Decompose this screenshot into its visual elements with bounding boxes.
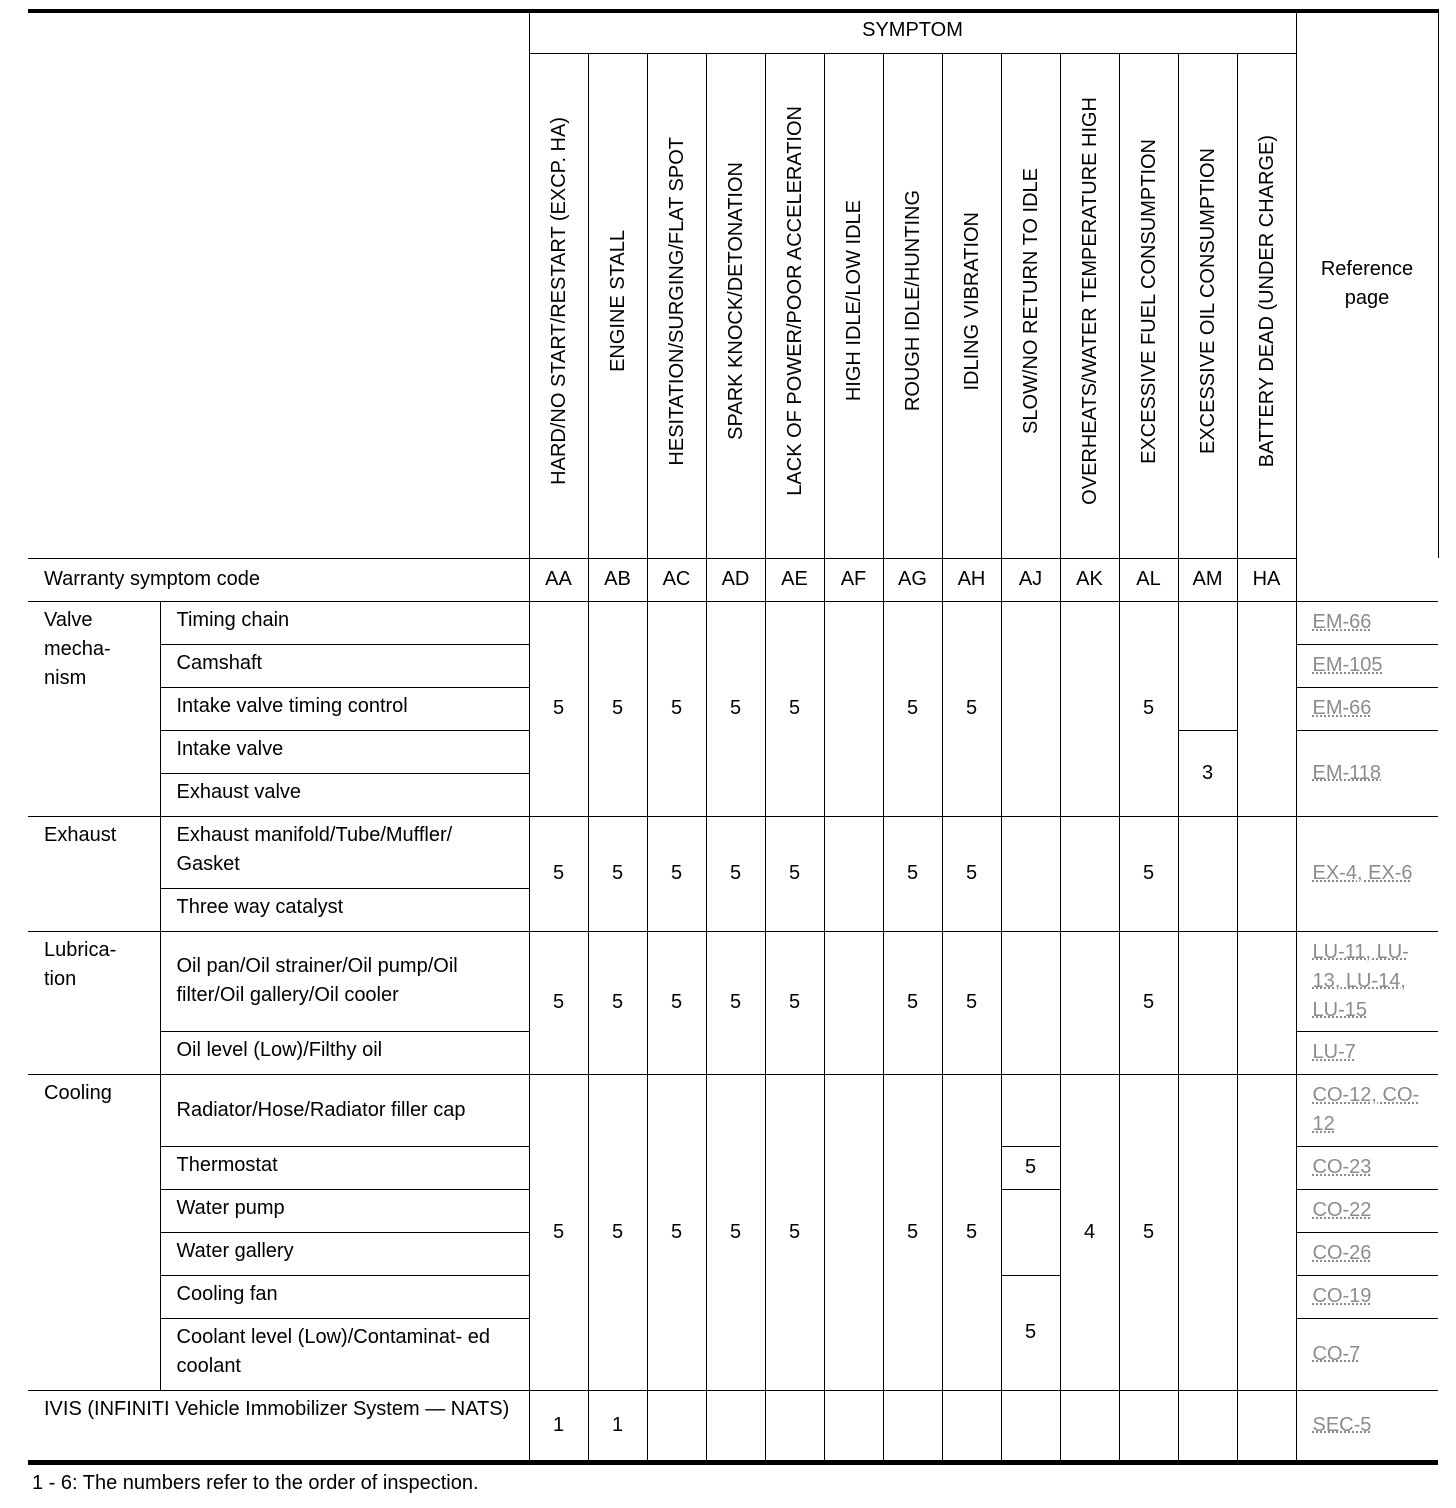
value-exhaust-al: 5 xyxy=(1119,816,1178,931)
value-valve-ak xyxy=(1060,601,1119,816)
item-oil-level: Oil level (Low)/Filthy oil xyxy=(160,1031,529,1074)
value-lube-ad: 5 xyxy=(706,931,765,1074)
value-cool-aj-thermostat: 5 xyxy=(1001,1146,1060,1189)
item-exhaust-valve: Exhaust valve xyxy=(160,773,529,816)
value-lube-ab: 5 xyxy=(588,931,647,1074)
reference-header-blank xyxy=(1296,558,1438,601)
value-lube-ha xyxy=(1237,931,1296,1074)
code-ab: AB xyxy=(588,558,647,601)
value-ivis-ah xyxy=(942,1390,1001,1460)
symptom-header-af: HIGH IDLE/LOW IDLE xyxy=(824,53,883,558)
value-lube-am xyxy=(1178,931,1237,1074)
value-valve-af xyxy=(824,601,883,816)
item-three-way-catalyst: Three way catalyst xyxy=(160,888,529,931)
value-valve-am: 3 xyxy=(1178,730,1237,816)
item-coolant-level: Coolant level (Low)/Contaminat- ed coolant xyxy=(160,1318,529,1390)
value-cool-ha xyxy=(1237,1074,1296,1390)
value-ivis-ac xyxy=(647,1390,706,1460)
value-cool-ab: 5 xyxy=(588,1074,647,1390)
value-ivis-al xyxy=(1119,1390,1178,1460)
item-oil-pan: Oil pan/Oil strainer/Oil pump/Oil filter/Oil gallery/Oil cooler xyxy=(160,931,529,1031)
value-ivis-aa: 1 xyxy=(529,1390,588,1460)
code-af: AF xyxy=(824,558,883,601)
code-ak: AK xyxy=(1060,558,1119,601)
value-cool-af xyxy=(824,1074,883,1390)
value-exhaust-ah: 5 xyxy=(942,816,1001,931)
group-label-exhaust: Exhaust xyxy=(28,816,160,931)
footnote: 1 - 6: The numbers refer to the order of inspection. xyxy=(32,1472,479,1494)
item-cooling-fan: Cooling fan xyxy=(160,1275,529,1318)
ref-coolant-level[interactable]: CO-7 xyxy=(1296,1318,1438,1390)
group-label-lubrication: Lubrica- tion xyxy=(28,931,160,1074)
symptom-table xyxy=(28,9,1439,1461)
code-am: AM xyxy=(1178,558,1237,601)
symptom-header-ae: LACK OF POWER/POOR ACCELERATION xyxy=(765,53,824,558)
code-ah: AH xyxy=(942,558,1001,601)
value-lube-ac: 5 xyxy=(647,931,706,1074)
item-thermostat: Thermostat xyxy=(160,1146,529,1189)
value-exhaust-aa: 5 xyxy=(529,816,588,931)
code-aa: AA xyxy=(529,558,588,601)
value-ivis-ad xyxy=(706,1390,765,1460)
ref-oil-system[interactable]: LU-11, LU- 13, LU-14, LU-15 xyxy=(1296,931,1438,1031)
symptom-header-ak: OVERHEATS/WATER TEMPERATURE HIGH xyxy=(1060,53,1119,558)
value-lube-ae: 5 xyxy=(765,931,824,1074)
value-ivis-aj xyxy=(1001,1390,1060,1460)
symptom-header-am: EXCESSIVE OIL CONSUMPTION xyxy=(1178,53,1237,558)
value-cool-ag: 5 xyxy=(883,1074,942,1390)
code-al: AL xyxy=(1119,558,1178,601)
ref-oil-level[interactable]: LU-7 xyxy=(1296,1031,1438,1074)
item-intake-valve: Intake valve xyxy=(160,730,529,773)
value-cool-aj-pump xyxy=(1001,1189,1060,1275)
value-exhaust-ag: 5 xyxy=(883,816,942,931)
value-ivis-ag xyxy=(883,1390,942,1460)
item-water-pump: Water pump xyxy=(160,1189,529,1232)
value-lube-aj xyxy=(1001,931,1060,1074)
code-aj: AJ xyxy=(1001,558,1060,601)
value-lube-aa: 5 xyxy=(529,931,588,1074)
item-exhaust-manifold: Exhaust manifold/Tube/Muffler/ Gasket xyxy=(160,816,529,888)
symptom-header-aj: SLOW/NO RETURN TO IDLE xyxy=(1001,53,1060,558)
ref-camshaft[interactable]: EM-105 xyxy=(1296,644,1438,687)
value-ivis-am xyxy=(1178,1390,1237,1460)
value-lube-ak xyxy=(1060,931,1119,1074)
value-cool-ad: 5 xyxy=(706,1074,765,1390)
value-valve-al: 5 xyxy=(1119,601,1178,816)
value-cool-aj-fan: 5 xyxy=(1001,1275,1060,1390)
value-exhaust-af xyxy=(824,816,883,931)
value-ivis-ak xyxy=(1060,1390,1119,1460)
value-valve-am-top xyxy=(1178,601,1237,730)
value-cool-ac: 5 xyxy=(647,1074,706,1390)
symptom-title: SYMPTOM xyxy=(529,9,1296,53)
item-radiator: Radiator/Hose/Radiator filler cap xyxy=(160,1074,529,1146)
group-label-valve: Valve mecha- nism xyxy=(28,601,160,816)
group-label-cooling: Cooling xyxy=(28,1074,160,1390)
value-exhaust-ac: 5 xyxy=(647,816,706,931)
value-valve-ah: 5 xyxy=(942,601,1001,816)
warranty-code-label: Warranty symptom code xyxy=(28,558,529,601)
value-valve-aa: 5 xyxy=(529,601,588,816)
item-intake-valve-timing-control: Intake valve timing control xyxy=(160,687,529,730)
symptom-header-ad: SPARK KNOCK/DETONATION xyxy=(706,53,765,558)
value-valve-aj xyxy=(1001,601,1060,816)
value-cool-aa: 5 xyxy=(529,1074,588,1390)
value-exhaust-ab: 5 xyxy=(588,816,647,931)
value-ivis-ha xyxy=(1237,1390,1296,1460)
ref-thermostat[interactable]: CO-23 xyxy=(1296,1146,1438,1189)
code-ae: AE xyxy=(765,558,824,601)
code-ha: HA xyxy=(1237,558,1296,601)
ref-cooling-fan[interactable]: CO-19 xyxy=(1296,1275,1438,1318)
value-valve-ad: 5 xyxy=(706,601,765,816)
item-timing-chain: Timing chain xyxy=(160,601,529,644)
value-exhaust-ha xyxy=(1237,816,1296,931)
ref-exhaust[interactable]: EX-4, EX-6 xyxy=(1296,816,1438,931)
value-exhaust-ak xyxy=(1060,816,1119,931)
code-ac: AC xyxy=(647,558,706,601)
value-cool-al: 5 xyxy=(1119,1074,1178,1390)
code-ag: AG xyxy=(883,558,942,601)
symptom-header-aa: HARD/NO START/RESTART (EXCP. HA) xyxy=(529,53,588,558)
value-exhaust-ad: 5 xyxy=(706,816,765,931)
value-cool-ak: 4 xyxy=(1060,1074,1119,1390)
value-lube-al: 5 xyxy=(1119,931,1178,1074)
value-ivis-ab: 1 xyxy=(588,1390,647,1460)
ref-timing-chain[interactable]: EM-66 xyxy=(1296,601,1438,644)
value-cool-am xyxy=(1178,1074,1237,1390)
value-lube-af xyxy=(824,931,883,1074)
ref-water-pump[interactable]: CO-22 xyxy=(1296,1189,1438,1232)
table-bottom-rule xyxy=(28,1461,1438,1465)
item-camshaft: Camshaft xyxy=(160,644,529,687)
code-ad: AD xyxy=(706,558,765,601)
group-label-ivis: IVIS (INFINITI Vehicle Immobilizer System — NATS) xyxy=(28,1390,529,1460)
value-valve-ag: 5 xyxy=(883,601,942,816)
symptom-header-ac: HESITATION/SURGING/FLAT SPOT xyxy=(647,53,706,558)
value-valve-ae: 5 xyxy=(765,601,824,816)
value-exhaust-aj xyxy=(1001,816,1060,931)
reference-page-header: Reference page xyxy=(1296,9,1438,558)
value-cool-ae: 5 xyxy=(765,1074,824,1390)
value-exhaust-ae: 5 xyxy=(765,816,824,931)
ref-intake-valve-timing[interactable]: EM-66 xyxy=(1296,687,1438,730)
ref-water-gallery[interactable]: CO-26 xyxy=(1296,1232,1438,1275)
symptom-header-ag: ROUGH IDLE/HUNTING xyxy=(883,53,942,558)
symptom-header-ah: IDLING VIBRATION xyxy=(942,53,1001,558)
corner-blank xyxy=(28,9,529,558)
value-ivis-ae xyxy=(765,1390,824,1460)
value-lube-ah: 5 xyxy=(942,931,1001,1074)
value-valve-ac: 5 xyxy=(647,601,706,816)
value-cool-ah: 5 xyxy=(942,1074,1001,1390)
ref-ivis[interactable]: SEC-5 xyxy=(1296,1390,1438,1460)
value-exhaust-am xyxy=(1178,816,1237,931)
ref-radiator[interactable]: CO-12, CO-12 xyxy=(1296,1074,1438,1146)
symptom-header-al: EXCESSIVE FUEL CONSUMPTION xyxy=(1119,53,1178,558)
symptom-header-ha: BATTERY DEAD (UNDER CHARGE) xyxy=(1237,53,1296,558)
value-ivis-af xyxy=(824,1390,883,1460)
value-valve-ha xyxy=(1237,601,1296,816)
value-lube-ag: 5 xyxy=(883,931,942,1074)
symptom-header-ab: ENGINE STALL xyxy=(588,53,647,558)
value-valve-ab: 5 xyxy=(588,601,647,816)
item-water-gallery: Water gallery xyxy=(160,1232,529,1275)
value-cool-aj-radiator xyxy=(1001,1074,1060,1146)
ref-valves[interactable]: EM-118 xyxy=(1296,730,1438,816)
